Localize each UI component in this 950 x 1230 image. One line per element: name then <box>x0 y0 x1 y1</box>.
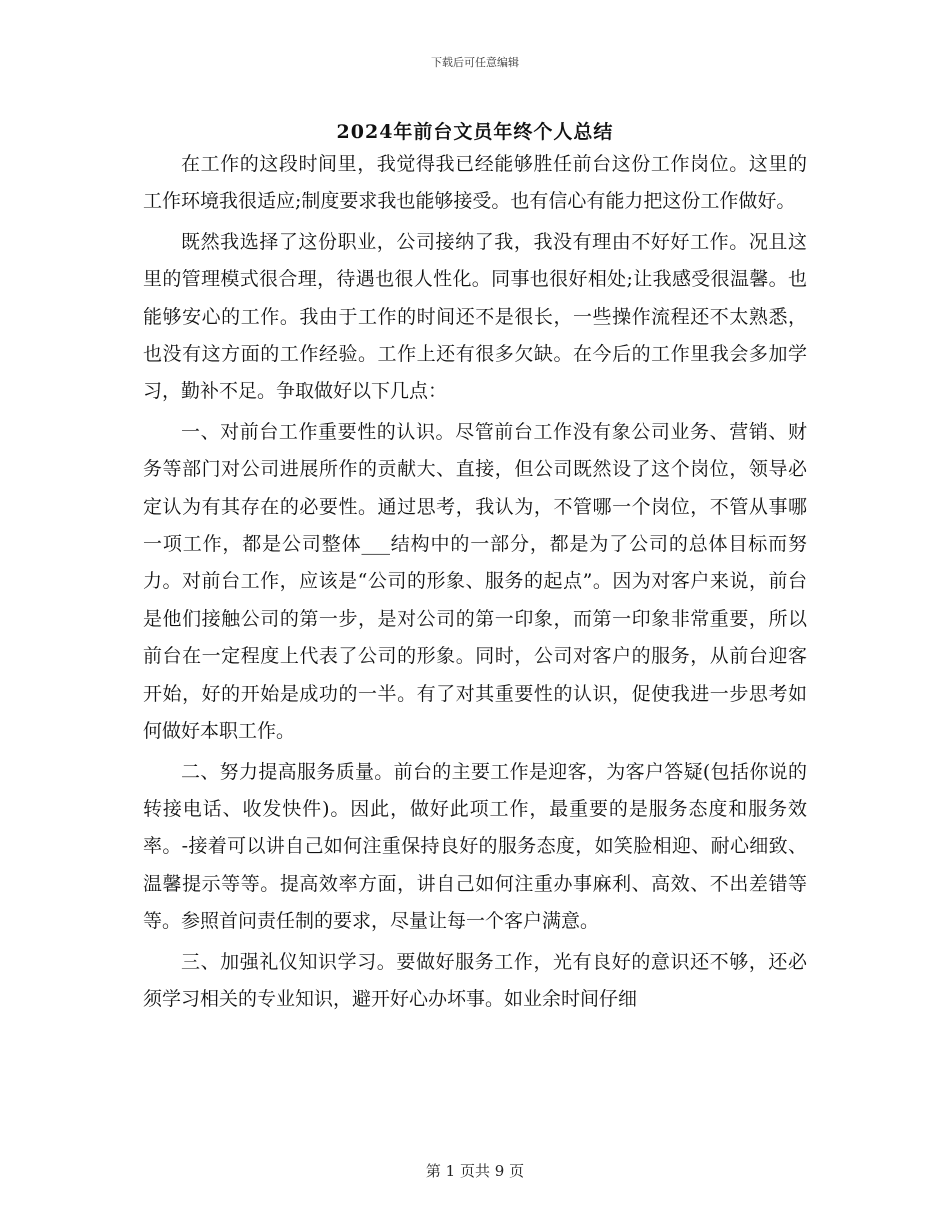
document-title: 2024年前台文员年终个人总结 <box>336 121 614 143</box>
paragraph: 在工作的这段时间里，我觉得我已经能够胜任前台这份工作岗位。这里的工作环境我很适应;制度要求我也能够接受。也有信心有能力把这份工作做好。 <box>143 153 807 213</box>
paragraph: 既然我选择了这份职业，公司接纳了我，我没有理由不好好工作。况且这里的管理模式很合理，待遇也很人性化。同事也很好相处;让我感受很温馨。也能够安心的工作。我由于工作的时间还不是很长，一些操作流程还不太熟悉，也没有这方面的工作经验。工作上还有很多欠缺。在今后的工作里我会多加学习，勤补不足。争取做好以下几点： <box>143 230 807 403</box>
paragraph: 一、对前台工作重要性的认识。尽管前台工作没有象公司业务、营销、财务等部门对公司进展所作的贡献大、直接，但公司既然设了这个岗位，领导必定认为有其存在的必要性。通过思考，我认为，不管哪一个岗位，不管从事哪一项工作，都是公司整体___结构中的一部分，都是为了公司的总体目标而努力。对前台工作，应该是“公司的形象、服务的起点”。因为对客户来说，前台是他们接触公司的第一步，是对公司的第一印象，而第一印象非常重要，所以前台在一定程度上代表了公司的形象。同时，公司对客户的服务，从前台迎客开始，好的开始是成功的一半。有了对其重要性的认识，促使我进一步思考如何做好本职工作。 <box>143 420 807 743</box>
document-body <box>143 146 807 1021</box>
paragraph: 三、加强礼仪知识学习。要做好服务工作，光有良好的意识还不够，还必须学习相关的专业知识，避开好心办坏事。如业余时间仔细 <box>143 950 807 1010</box>
page-number: 第 1 页共 9 页 <box>425 1162 525 1180</box>
page-header: 下载后可任意编辑 <box>431 56 519 69</box>
paragraph: 二、努力提高服务质量。前台的主要工作是迎客，为客户答疑(包括你说的转接电话、收发快件)。因此，做好此项工作，最重要的是服务态度和服务效率。-接着可以讲自己如何注重保持良好的服务态度，如笑脸相迎、耐心细致、温馨提示等等。提高效率方面，讲自己如何注重办事麻利、高效、不出差错等等。参照首问责任制的要求，尽量让每一个客户满意。 <box>143 760 807 933</box>
